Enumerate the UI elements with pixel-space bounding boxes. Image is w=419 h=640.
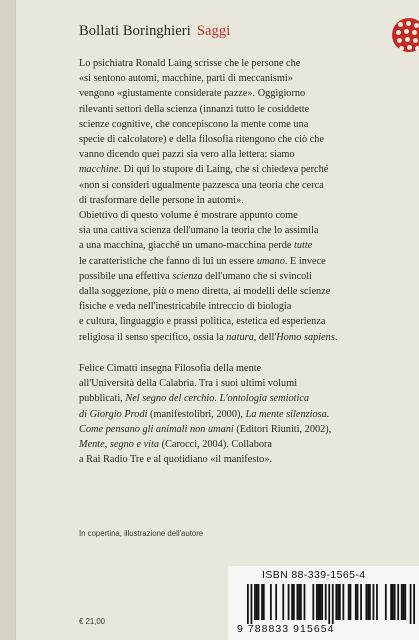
barcode-bar — [288, 584, 290, 620]
logo-dot — [413, 38, 418, 43]
barcode-bar — [404, 584, 406, 620]
text-segment: all'Università della Calabria. Tra i suoi ultimi volumi — [79, 378, 298, 390]
text-line — [79, 102, 337, 117]
barcode-bar — [251, 584, 253, 624]
logo-dot — [415, 46, 419, 51]
series-name: Saggi — [196, 23, 231, 39]
logo-dot — [396, 30, 401, 35]
text-segment: possibile una effettiva — [79, 270, 173, 282]
barcode-bar — [360, 584, 362, 620]
text-segment: fisiche e veda nell'inestricabile intreccio di biologia — [79, 301, 292, 313]
barcode-bar — [413, 584, 415, 624]
barcode-bar — [335, 584, 337, 620]
logo-dot — [406, 21, 411, 26]
barcode-bar — [350, 584, 352, 620]
italic-text: La mente silenziosa. — [245, 408, 330, 420]
barcode-bar — [342, 584, 344, 620]
text-line — [79, 208, 337, 223]
barcode-bar — [394, 584, 396, 620]
text-line — [79, 162, 337, 177]
logo-dot — [405, 37, 410, 42]
italic-text: Mente, segno e vita — [79, 439, 160, 451]
text-line — [79, 361, 331, 376]
price: € 21,00 — [79, 617, 106, 626]
italic-text: macchine — [79, 164, 119, 176]
barcode-bar — [339, 584, 341, 620]
barcode-bar — [254, 584, 256, 620]
italic-text: Homo sapiens — [276, 331, 335, 343]
barcode-bar — [410, 584, 412, 624]
text-segment: e cultura, linguaggio e prassi politica, estetica ed esperienza — [79, 316, 326, 328]
text-segment: «si sentono automi, macchine, parti di meccanismi» — [79, 73, 293, 85]
text-segment: dalla soggezione, più o meno diretta, ai modelli delle scienze — [79, 286, 331, 298]
barcode-bar — [256, 584, 258, 620]
text-segment: Felice Cimatti insegna Filosofia della mente — [79, 363, 262, 374]
text-segment: . — [334, 331, 338, 343]
text-line — [79, 238, 337, 253]
text-segment: , dell' — [253, 331, 277, 343]
barcode-bar — [403, 584, 405, 620]
italic-text: di Giorgio Prodi — [79, 408, 148, 420]
barcode-bar — [348, 584, 350, 620]
text-line — [79, 269, 337, 284]
text-segment: Lo psichiatra Ronald Laing scrisse che le persone che — [79, 58, 301, 69]
italic-text: Nel segno del cerchio. L'ontologia semiotica — [125, 393, 310, 405]
italic-text: tutte — [293, 240, 313, 252]
text-segment: (manifestolibri, 2000), — [147, 408, 246, 420]
barcode-bar — [270, 584, 272, 620]
text-line — [79, 314, 337, 329]
text-segment: rilevanti settori della scienza (innanzi tutto le cosiddette — [79, 103, 310, 115]
text-segment: (Editori Riuniti, 2002), — [233, 423, 332, 435]
barcode-bar — [365, 584, 367, 620]
barcode-bar — [258, 584, 260, 620]
barcode-bar — [369, 584, 371, 620]
italic-text: natura — [226, 331, 254, 343]
barcode-bar — [318, 584, 320, 620]
barcode-bar — [321, 584, 323, 620]
isbn-label: ISBN 88-339-1565-4 — [262, 569, 366, 581]
text-line — [79, 223, 337, 238]
text-segment: dell'umano che si svincoli — [202, 270, 313, 282]
barcode-bar — [332, 584, 334, 624]
text-line — [79, 284, 337, 299]
ean-number: 9 788833 915654 — [237, 623, 335, 635]
text-segment: scienze cognitive, che concepiscono la mente come una — [79, 118, 309, 130]
text-line — [79, 422, 331, 437]
text-segment: . E invece — [284, 255, 326, 267]
italic-text: Come pensano gli animali non umani — [79, 423, 234, 435]
logo-dot — [412, 30, 417, 35]
barcode-bar — [385, 584, 387, 620]
text-segment: Obiettivo di questo volume è mostrare appunto come — [79, 210, 298, 222]
barcode-bar — [293, 584, 295, 620]
spine-edge — [0, 0, 16, 640]
text-segment: . Di qui lo stupore di Laing, che si chiedeva perché — [118, 164, 329, 176]
text-line — [79, 193, 337, 208]
text-line — [79, 299, 337, 314]
barcode-bar — [312, 584, 314, 620]
text-segment: vanno dicendo quei pazzi sia vero alla lettera: siamo — [79, 149, 295, 161]
text-segment: le caratteristiche che fanno di lui un essere — [79, 255, 257, 267]
text-segment: a Rai Radio Tre e al quotidiano «il manifesto». — [79, 454, 273, 466]
barcode-bar — [297, 584, 299, 620]
barcode-bar — [300, 584, 302, 620]
barcode-bar — [263, 584, 265, 620]
text-line — [79, 117, 337, 132]
barcode-bar — [325, 584, 327, 620]
logo-dot — [407, 45, 412, 50]
barcode-bar — [367, 584, 369, 620]
logo-dot — [414, 23, 419, 28]
publisher-name: Bollati Boringhieri — [79, 23, 191, 39]
barcode-bar — [247, 584, 249, 624]
publisher-logo-icon — [392, 18, 419, 52]
barcode-bar — [275, 584, 277, 620]
cover-credit: In copertina, illustrazione dell'autore — [79, 529, 204, 538]
blurb-text — [79, 56, 337, 345]
barcode-bar — [357, 584, 359, 620]
text-line — [79, 71, 337, 86]
text-segment: pubblicati, — [79, 393, 126, 405]
italic-text: umano — [256, 255, 285, 267]
barcode-bar — [304, 584, 306, 620]
text-line — [79, 407, 331, 422]
text-line — [79, 147, 337, 162]
barcode-icon — [247, 584, 415, 624]
barcode-bar — [392, 584, 394, 620]
text-line — [79, 452, 331, 467]
text-segment: (Carocci, 2004). Collabora — [159, 439, 273, 451]
logo-dot — [398, 22, 403, 27]
text-line — [79, 132, 337, 147]
barcode-bar — [298, 584, 300, 620]
text-line — [79, 254, 337, 269]
barcode-bar — [401, 584, 403, 620]
text-line — [79, 437, 331, 452]
text-segment: a una macchina, giacché un umano-macchina perde — [79, 240, 294, 252]
header — [79, 23, 230, 40]
text-segment: specie di calcolatore) e della filosofia ritengono che ciò che — [79, 134, 325, 146]
text-segment: religiosa il senso specifico, ossia la — [79, 331, 227, 343]
text-line — [79, 56, 337, 71]
barcode-bar — [397, 584, 399, 620]
barcode-bar — [376, 584, 378, 620]
logo-dot — [399, 46, 404, 51]
barcode-bar — [261, 584, 263, 620]
italic-text: scienza — [172, 270, 203, 282]
text-line — [79, 391, 331, 406]
text-line — [79, 178, 337, 193]
barcode-bar — [291, 584, 293, 620]
text-segment: vengono «giustamente considerate pazze». Oggigiorno — [79, 88, 306, 100]
author-bio — [79, 361, 331, 467]
barcode-bar — [337, 584, 339, 620]
text-segment: di trasformare delle persone in automi». — [79, 194, 244, 206]
text-line — [79, 330, 337, 345]
barcode-bar — [355, 584, 357, 620]
text-line — [79, 86, 337, 101]
barcode-bar — [282, 584, 284, 620]
barcode-bar — [390, 584, 392, 620]
barcode-bar — [373, 584, 375, 620]
barcode-bar — [328, 584, 330, 624]
text-segment: sia una cattiva scienza dell'umano la teoria che lo assimila — [79, 225, 319, 237]
barcode-bar — [316, 584, 318, 620]
logo-dot — [404, 29, 409, 34]
barcode-bar — [320, 584, 322, 620]
text-segment: «non si consideri ugualmente pazzesca una teoria che cerca — [79, 179, 324, 191]
logo-dot — [397, 38, 402, 43]
text-line — [79, 376, 331, 391]
